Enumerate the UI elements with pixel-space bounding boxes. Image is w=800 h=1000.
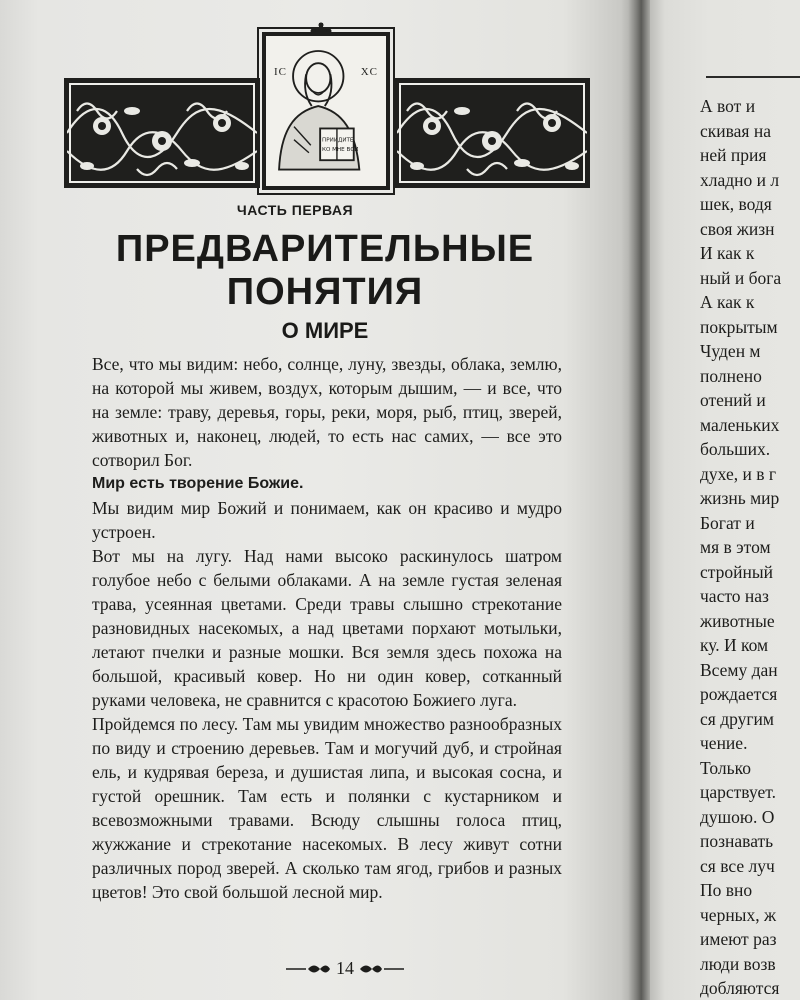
section-title: О МИРЕ (281, 318, 369, 343)
floral-ornament-icon (67, 81, 257, 185)
text-line: покрытым (700, 316, 778, 337)
text-line: познавать (700, 831, 774, 851)
floral-band-right (394, 78, 590, 188)
text-line: маленьких (700, 414, 780, 435)
text-line: хладно и л (700, 169, 780, 190)
icon-label-right: XC (360, 66, 378, 78)
text-line: имеют раз (700, 929, 777, 949)
paragraph: Все, что мы видим: небо, солнце, луну, звезды, облака, землю, на которой мы живем, воздух, которым дышим, — и все, что на земле: траву, деревья, горы, реки, моря, рыб, птиц, зверей, животных и, наконец, людей, то есть нас самих, — все это сотворил Бог. (92, 354, 562, 470)
text-line: Всему дан (700, 659, 778, 680)
page-number: 14 (336, 958, 354, 978)
book-text-1: ПРИИДИТЕ (322, 137, 354, 144)
header-rule (706, 76, 800, 78)
text-line: ный и бога (700, 267, 782, 288)
paragraph: Мы видим мир Божий и понимаем, как он красиво и мудро устроен. (92, 498, 562, 542)
floral-ornament-icon (397, 81, 587, 185)
text-line: ся все луч (700, 855, 775, 876)
page-number-area (270, 958, 420, 979)
text-line: Только (700, 757, 751, 778)
page-ornament-left-icon (286, 962, 330, 976)
text-line: чение. (700, 733, 748, 753)
text-line: полнено (700, 365, 762, 386)
text-line: отений и (700, 390, 766, 410)
text-line: По вно (700, 880, 753, 900)
text-line: больших. (700, 439, 771, 459)
text-line: животные (700, 610, 775, 631)
text-line: ся другим (700, 708, 774, 729)
text-line: добляются (700, 978, 780, 998)
text-line: стройный (700, 561, 773, 582)
header-ornament (56, 22, 586, 178)
text-line: люди возв (700, 953, 776, 974)
paragraph-lead: Мир есть творение Божие. (92, 475, 304, 492)
book-gutter (628, 0, 650, 1000)
text-line: жизнь мир (700, 488, 780, 508)
text-line: И как к (700, 243, 755, 263)
text-line: часто наз (700, 586, 769, 606)
text-line: душою. О (700, 806, 775, 827)
page-ornament-right-icon (360, 962, 404, 976)
text-line: Чуден м (700, 341, 761, 361)
part-label: ЧАСТЬ ПЕРВАЯ (236, 202, 354, 218)
body-text (92, 352, 562, 904)
floral-band-left (64, 78, 260, 188)
title-line-2: ПОНЯТИЯ (226, 271, 424, 313)
page-title (0, 228, 640, 314)
text-line: мя в этом (700, 537, 771, 557)
text-line: шек, водя (700, 194, 772, 214)
icon-label-left: IC (274, 66, 287, 78)
text-line: ней прия (700, 145, 767, 165)
text-line: скивая на (700, 120, 771, 141)
right-page-text (700, 94, 800, 1000)
christ-pantocrator-icon (266, 36, 378, 178)
text-line: ку. И ком (700, 635, 769, 655)
title-line-1: ПРЕДВАРИТЕЛЬНЫЕ (115, 228, 535, 270)
paragraph: Вот мы на лугу. Над нами высоко раскинулось шатром голубое небо с белыми облаками. А на земле густая зеленая трава, усеянная цветами. Среди травы слышно стрекотание разновидных насекомых, а над цветами порхают мотыльки, летают пчелки и разные мошки. Вся земля здесь похожа на большой, красивый ковер. Но ни один ковер, сотканный руками человека, не сравнится с красотою Божиего луга. (92, 546, 562, 710)
paragraph: Пройдемся по лесу. Там мы увидим множество разнообразных по виду и строению деревьев. Там и могучий дуб, и стройная ель, и кудрявая береза, и душистая липа, и высокая сосна, и густой орешник. Там есть и полянки с кустарником и всевозможными травами. Всюду слышны голоса птиц, жужжание и стрекотание насекомых. В лесу живут сотни различных пород зверей. А сколько там ягод, грибов и разных цветов! Это свой большой лесной мир. (92, 714, 562, 902)
text-line: Богат и (700, 512, 755, 533)
text-line: царствует. (700, 782, 776, 802)
text-line: своя жизн (700, 218, 775, 239)
text-line: рождается (700, 684, 778, 704)
text-line: А вот и (700, 96, 756, 116)
book-text-2: КО МНЕ ВСИ (322, 146, 359, 153)
text-line: А как к (700, 292, 755, 312)
text-line: черных, ж (700, 904, 777, 925)
christ-icon-frame (262, 32, 390, 190)
right-page (650, 0, 800, 1000)
text-line: духе, и в г (700, 463, 777, 484)
